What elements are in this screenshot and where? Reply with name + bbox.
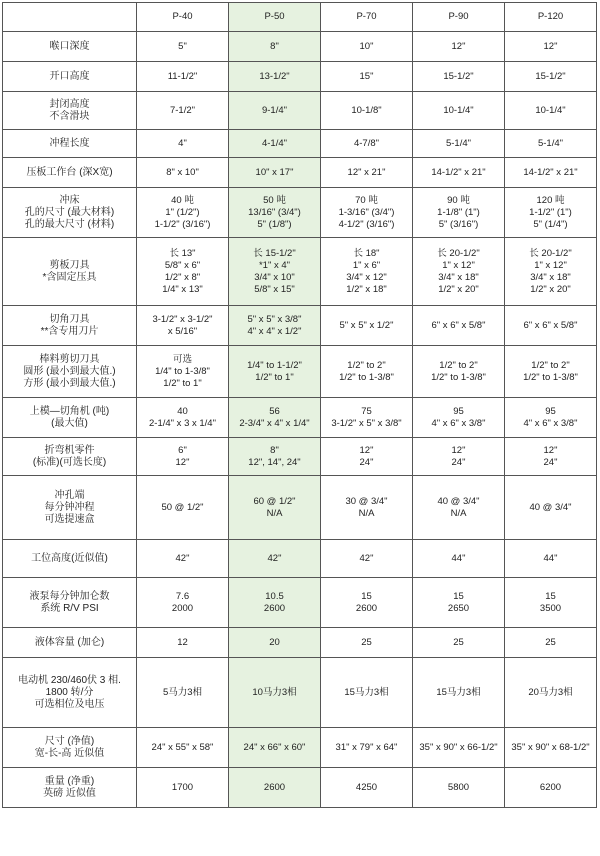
table-cell: 11-1/2" <box>137 62 229 92</box>
table-cell: 8" 12", 14", 24" <box>229 438 321 476</box>
header-row <box>3 3 597 32</box>
table-cell: 50 吨 13/16" (3/4") 5" (1/8") <box>229 188 321 238</box>
row-label: 压板工作台 (深X宽) <box>3 158 137 188</box>
table-cell: 35" x 90" x 66-1/2" <box>413 728 505 768</box>
table-cell: 7.6 2000 <box>137 578 229 628</box>
table-cell: 10" x 17" <box>229 158 321 188</box>
model-header: P-90 <box>413 3 505 32</box>
table-cell: 24" x 66" x 60" <box>229 728 321 768</box>
table-cell: 1/4" to 1-1/2" 1/2" to 1" <box>229 346 321 398</box>
table-row <box>3 728 597 768</box>
table-cell: 12" x 21" <box>321 158 413 188</box>
table-cell: 5马力3相 <box>137 658 229 728</box>
table-cell: 10-1/4" <box>413 92 505 130</box>
table-cell: 44" <box>505 540 597 578</box>
row-label: 切角刀具 **含专用刀片 <box>3 306 137 346</box>
table-cell: 13-1/2" <box>229 62 321 92</box>
table-cell: 4250 <box>321 768 413 808</box>
table-cell: 5" x 5" x 1/2" <box>321 306 413 346</box>
table-cell: 9-1/4" <box>229 92 321 130</box>
table-cell: 95 4" x 6" x 3/8" <box>505 398 597 438</box>
table-cell: 10马力3相 <box>229 658 321 728</box>
table-row <box>3 540 597 578</box>
table-row <box>3 238 597 306</box>
row-label: 冲孔端 每分钟冲程 可选提速盒 <box>3 476 137 540</box>
table-cell: 4-7/8" <box>321 130 413 158</box>
spec-body <box>3 32 597 808</box>
table-cell: 15 2650 <box>413 578 505 628</box>
table-row <box>3 578 597 628</box>
row-label: 重量 (净重) 英磅 近似值 <box>3 768 137 808</box>
table-cell: 70 吨 1-3/16" (3/4") 4-1/2" (3/16") <box>321 188 413 238</box>
table-cell: 25 <box>321 628 413 658</box>
table-cell: 6200 <box>505 768 597 808</box>
table-row <box>3 92 597 130</box>
table-cell: 6" x 6" x 5/8" <box>413 306 505 346</box>
table-cell: 95 4" x 6" x 3/8" <box>413 398 505 438</box>
table-cell: 1/2" to 2" 1/2" to 1-3/8" <box>321 346 413 398</box>
table-row <box>3 476 597 540</box>
row-label: 喉口深度 <box>3 32 137 62</box>
table-cell: 5-1/4" <box>413 130 505 158</box>
table-cell: 40 @ 3/4" <box>505 476 597 540</box>
row-label: 剪板刀具 *含固定压具 <box>3 238 137 306</box>
table-cell: 可选 1/4" to 1-3/8" 1/2" to 1" <box>137 346 229 398</box>
table-cell: 12" 24" <box>413 438 505 476</box>
table-cell: 10-1/8" <box>321 92 413 130</box>
table-row <box>3 32 597 62</box>
table-cell: 40 2-1/4" x 3 x 1/4" <box>137 398 229 438</box>
table-cell: 20马力3相 <box>505 658 597 728</box>
row-label: 封闭高度 不含滑块 <box>3 92 137 130</box>
table-row <box>3 768 597 808</box>
table-cell: 60 @ 1/2" N/A <box>229 476 321 540</box>
table-row <box>3 658 597 728</box>
row-label: 尺寸 (净值) 宽-长-高 近似值 <box>3 728 137 768</box>
table-cell: 4" <box>137 130 229 158</box>
table-cell: 42" <box>229 540 321 578</box>
table-cell: 24" x 55" x 58" <box>137 728 229 768</box>
row-label: 液体容量 (加仑) <box>3 628 137 658</box>
table-cell: 14-1/2" x 21" <box>413 158 505 188</box>
table-row <box>3 346 597 398</box>
table-cell: 10" <box>321 32 413 62</box>
table-cell: 50 @ 1/2" <box>137 476 229 540</box>
table-cell: 5" <box>137 32 229 62</box>
table-cell: 长 15-1/2" *1" x 4" 3/4" x 10" 5/8" x 15" <box>229 238 321 306</box>
table-cell: 7-1/2" <box>137 92 229 130</box>
table-cell: 4-1/4" <box>229 130 321 158</box>
table-cell: 长 13" 5/8" x 6" 1/2" x 8" 1/4" x 13" <box>137 238 229 306</box>
row-label: 折弯机零件 (标准)(可选长度) <box>3 438 137 476</box>
table-cell: 30 @ 3/4" N/A <box>321 476 413 540</box>
table-cell: 12" 24" <box>505 438 597 476</box>
table-cell: 15 2600 <box>321 578 413 628</box>
table-cell: 56 2-3/4" x 4" x 1/4" <box>229 398 321 438</box>
table-cell: 15-1/2" <box>505 62 597 92</box>
table-cell: 6" x 6" x 5/8" <box>505 306 597 346</box>
row-label: 液泵每分钟加仑数 系统 R/V PSI <box>3 578 137 628</box>
table-row <box>3 306 597 346</box>
table-row <box>3 158 597 188</box>
table-cell: 15 3500 <box>505 578 597 628</box>
table-cell: 14-1/2" x 21" <box>505 158 597 188</box>
table-cell: 25 <box>413 628 505 658</box>
row-label: 工位高度(近似值) <box>3 540 137 578</box>
table-cell: 5" x 5" x 3/8" 4" x 4" x 1/2" <box>229 306 321 346</box>
table-cell: 1700 <box>137 768 229 808</box>
table-cell: 15马力3相 <box>413 658 505 728</box>
table-cell: 12" <box>413 32 505 62</box>
row-label: 冲程长度 <box>3 130 137 158</box>
table-cell: 35" x 90" x 68-1/2" <box>505 728 597 768</box>
row-label: 电动机 230/460伏 3 相. 1800 转/分 可选相位及电压 <box>3 658 137 728</box>
table-cell: 20 <box>229 628 321 658</box>
model-header: P-40 <box>137 3 229 32</box>
table-cell: 40 吨 1" (1/2") 1-1/2" (3/16") <box>137 188 229 238</box>
model-header: P-50 <box>229 3 321 32</box>
table-cell: 40 @ 3/4" N/A <box>413 476 505 540</box>
table-cell: 75 3-1/2" x 5" x 3/8" <box>321 398 413 438</box>
row-label: 棒料剪切刀具 圆形 (最小到最大值.) 方形 (最小到最大值.) <box>3 346 137 398</box>
table-cell: 10-1/4" <box>505 92 597 130</box>
table-cell: 42" <box>137 540 229 578</box>
table-cell: 42" <box>321 540 413 578</box>
spec-table <box>2 2 597 808</box>
table-cell: 15-1/2" <box>413 62 505 92</box>
table-cell: 8" x 10" <box>137 158 229 188</box>
header-corner <box>3 3 137 32</box>
table-cell: 10.5 2600 <box>229 578 321 628</box>
table-cell: 5800 <box>413 768 505 808</box>
table-cell: 长 20-1/2" 1" x 12" 3/4" x 18" 1/2" x 20" <box>413 238 505 306</box>
model-header: P-120 <box>505 3 597 32</box>
table-row <box>3 398 597 438</box>
table-row <box>3 628 597 658</box>
table-row <box>3 130 597 158</box>
table-row <box>3 438 597 476</box>
table-cell: 31" x 79" x 64" <box>321 728 413 768</box>
row-label: 上模—切角机 (吨) (最大值) <box>3 398 137 438</box>
table-cell: 1/2" to 2" 1/2" to 1-3/8" <box>505 346 597 398</box>
row-label: 冲床 孔的尺寸 (最大材料) 孔的最大尺寸 (材料) <box>3 188 137 238</box>
table-cell: 15马力3相 <box>321 658 413 728</box>
table-cell: 3-1/2" x 3-1/2" x 5/16" <box>137 306 229 346</box>
table-cell: 120 吨 1-1/2" (1") 5" (1/4") <box>505 188 597 238</box>
table-row <box>3 62 597 92</box>
table-cell: 90 吨 1-1/8" (1") 5" (3/16") <box>413 188 505 238</box>
table-cell: 长 18" 1" x 6" 3/4" x 12" 1/2" x 18" <box>321 238 413 306</box>
table-cell: 15" <box>321 62 413 92</box>
table-cell: 5-1/4" <box>505 130 597 158</box>
table-cell: 12" 24" <box>321 438 413 476</box>
table-cell: 12 <box>137 628 229 658</box>
table-cell: 1/2" to 2" 1/2" to 1-3/8" <box>413 346 505 398</box>
model-header: P-70 <box>321 3 413 32</box>
table-cell: 8" <box>229 32 321 62</box>
table-cell: 长 20-1/2" 1" x 12" 3/4" x 18" 1/2" x 20" <box>505 238 597 306</box>
table-row <box>3 188 597 238</box>
table-cell: 44" <box>413 540 505 578</box>
table-cell: 6" 12" <box>137 438 229 476</box>
table-cell: 12" <box>505 32 597 62</box>
table-cell: 25 <box>505 628 597 658</box>
row-label: 开口高度 <box>3 62 137 92</box>
table-cell: 2600 <box>229 768 321 808</box>
